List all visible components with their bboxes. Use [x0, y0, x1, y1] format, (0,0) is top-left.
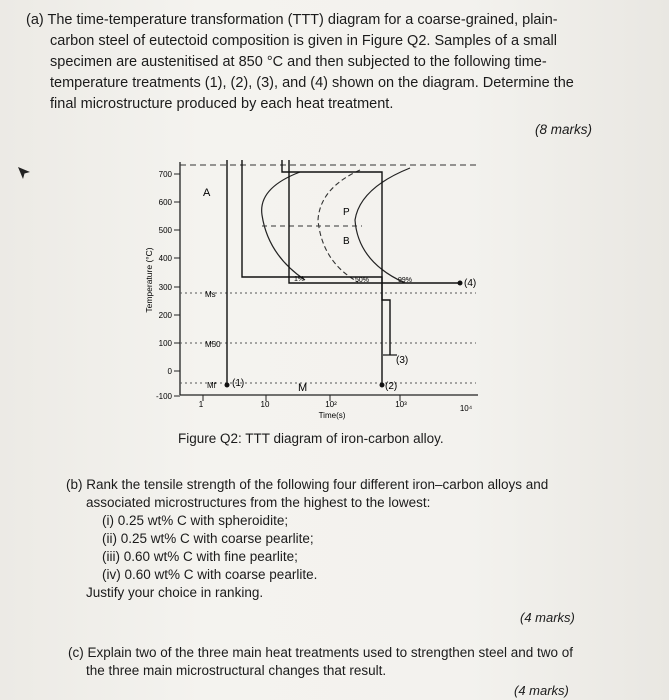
x-tick-1: 1: [198, 400, 204, 409]
x-axis-label: Time(s): [318, 411, 346, 420]
path-2-line: [242, 160, 382, 385]
question-b-item-4: (iv) 0.60 wt% C with coarse pearlite.: [102, 567, 318, 582]
question-a-line-1: (a) The time-temperature transformation (TTT) diagram for a coarse-grained, plain-: [26, 12, 558, 28]
x-tick-10: 10: [260, 400, 270, 409]
region-m-label: M: [298, 382, 308, 394]
y-tick-300: 300: [158, 283, 172, 292]
region-a-label: A: [203, 187, 211, 199]
y-tick-400: 400: [158, 254, 172, 263]
y-tick-0: 0: [167, 367, 172, 376]
path-2-dot: [380, 383, 385, 388]
question-b-marks: (4 marks): [520, 610, 575, 625]
path-1-dot: [225, 383, 230, 388]
y-tick-minus100: -100: [155, 392, 172, 401]
treatment-3-label: (3): [396, 355, 409, 366]
question-b-justify: Justify your choice in ranking.: [86, 585, 264, 600]
label-99pct: 99%: [398, 277, 413, 284]
question-b-line-2: associated microstructures from the highest to the lowest:: [86, 495, 431, 510]
y-tick-200: 200: [158, 311, 172, 320]
region-p-label: P: [343, 207, 350, 218]
question-b-item-3: (iii) 0.60 wt% C with fine pearlite;: [102, 549, 298, 564]
x-tick-1000: 10³: [395, 400, 407, 409]
y-tick-100: 100: [158, 339, 172, 348]
question-b-item-2: (ii) 0.25 wt% C with coarse pearlite;: [102, 531, 314, 546]
question-a-line-2: carbon steel of eutectoid composition is given in Figure Q2. Samples of a small: [50, 33, 557, 49]
question-b-item-1: (i) 0.25 wt% C with spheroidite;: [102, 513, 289, 528]
label-1pct: 1%: [294, 276, 305, 283]
question-a-line-5: final microstructure produced by each heat treatment.: [50, 96, 394, 112]
ms-label: Ms: [205, 290, 216, 299]
path-4-line: [289, 160, 460, 283]
label-50pct: 50%: [355, 277, 370, 284]
ttt-diagram: [140, 148, 620, 428]
treatment-4-label: (4): [464, 278, 477, 289]
question-b-line-1: (b) Rank the tensile strength of the following four different iron–carbon alloys and: [66, 477, 549, 492]
path-4-dot: [458, 281, 463, 286]
question-c-line-1: (c) Explain two of the three main heat treatments used to strengthen steel and two of: [68, 645, 574, 660]
mouse-cursor-icon: [17, 166, 31, 180]
y-tick-600: 600: [158, 198, 172, 207]
x-tick-100: 10²: [325, 400, 337, 409]
region-b-label: B: [343, 236, 350, 247]
question-a-line-4: temperature treatments (1), (2), (3), and (4) shown on the diagram. Determine the: [50, 75, 574, 91]
question-a-marks: (8 marks): [535, 122, 592, 137]
question-c-line-2: the three main microstructural changes that result.: [86, 663, 387, 678]
y-tick-700: 700: [158, 170, 172, 179]
question-a-line-3: specimen are austenitised at 850 °C and then subjected to the following time-: [50, 54, 547, 70]
treatment-1-label: (1): [232, 378, 245, 389]
figure-caption: Figure Q2: TTT diagram of iron-carbon alloy.: [178, 431, 444, 446]
m50-label: M50: [205, 340, 221, 349]
y-axis-label: Temperature (°C): [144, 247, 154, 313]
treatment-2-label: (2): [385, 381, 398, 392]
y-tick-500: 500: [158, 226, 172, 235]
x-tick-10000: 10⁴: [459, 404, 473, 413]
question-c-marks: (4 marks): [514, 683, 569, 698]
mf-label: Mf: [207, 381, 216, 390]
